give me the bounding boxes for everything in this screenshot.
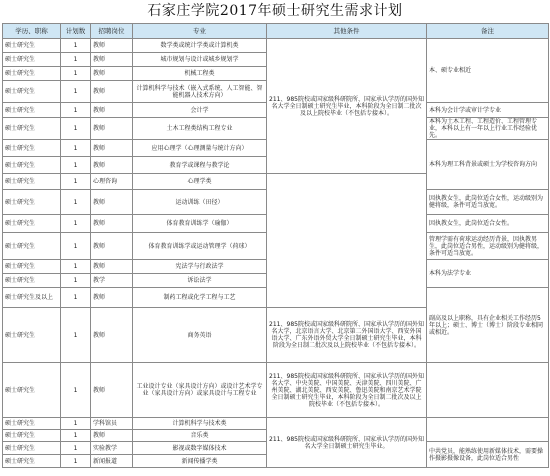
major-cell: 心理学类 <box>133 174 267 190</box>
edu-cell: 硕士研究生 <box>3 53 61 67</box>
job-cell: 教师 <box>91 39 133 53</box>
num-cell: 1 <box>61 140 91 157</box>
job-cell: 心理咨询 <box>91 174 133 190</box>
job-cell: 教师 <box>91 190 133 215</box>
num-cell: 1 <box>61 442 91 455</box>
edu-cell: 硕士研究生 <box>3 363 61 418</box>
remark-cell: 本、硕专业相近 <box>427 39 549 103</box>
remark-cell: 本科为会计学或审计学专业 <box>427 103 549 118</box>
major-cell: 机械工程类 <box>133 67 267 81</box>
major-cell: 体育教育训练学（瑜伽） <box>133 215 267 233</box>
recruitment-table <box>2 23 549 468</box>
remark-cell: 中共党员，能熟练使用新媒体技术，需要操作摄影摄像设备，此岗位适合男性 <box>427 442 549 468</box>
job-cell: 新闻报道 <box>91 455 133 468</box>
num-cell: 1 <box>61 455 91 468</box>
other-conditions-cell: 211、985院校或国家级科研院所、国家承认学历的国外知名大学全日制硕士研究生毕业，本科阶段为全日制二批次及以上院校毕业（不包括专接本）。 <box>267 39 427 174</box>
major-cell: 教育学或课程与教学论 <box>133 157 267 174</box>
header-edu: 学历、职称 <box>3 24 61 39</box>
remark-cell <box>427 418 549 442</box>
major-cell: 土木工程类结构工程专业 <box>133 118 267 140</box>
num-cell: 1 <box>61 418 91 430</box>
num-cell: 1 <box>61 53 91 67</box>
num-cell: 1 <box>61 39 91 53</box>
edu-cell: 硕士研究生 <box>3 81 61 103</box>
num-cell: 1 <box>61 274 91 288</box>
major-cell: 制药工程或化学工程与工艺 <box>133 288 267 308</box>
table-row <box>3 418 549 430</box>
edu-cell: 硕士研究生 <box>3 67 61 81</box>
job-cell: 教学 <box>91 274 133 288</box>
edu-cell: 硕士研究生 <box>3 215 61 233</box>
remark-cell: 副高及以上职称，具有企业相关工作经历5年以上；硕士、博士（博士）阶段专业相同或相近。 <box>427 288 549 363</box>
num-cell: 1 <box>61 363 91 418</box>
remark-cell: 因执教女生，此岗位适合女性。 <box>427 215 549 233</box>
job-cell: 教师 <box>91 53 133 67</box>
table-row <box>3 39 549 53</box>
other-conditions-cell: 211、985院校或国家级科研院所、国家承认学历的国外知名大学，北京语言大学、北京第二外国语大学、西安外国语大学、广东外语外贸大学全日制硕士研究生毕业，本科阶段为全日制二批次及以上院校毕业（不包括专接本）。 <box>267 308 427 363</box>
edu-cell: 硕士研究生 <box>3 430 61 442</box>
edu-cell: 硕士研究生 <box>3 455 61 468</box>
num-cell: 1 <box>61 215 91 233</box>
remark-cell: 本科为理工科背景或硕士为学校咨询方向 <box>427 140 549 190</box>
edu-cell: 硕士研究生 <box>3 157 61 174</box>
edu-cell: 硕士研究生 <box>3 174 61 190</box>
table-row <box>3 363 549 418</box>
num-cell: 1 <box>61 157 91 174</box>
edu-cell: 硕士研究生 <box>3 308 61 363</box>
job-cell: 教师 <box>91 157 133 174</box>
major-cell: 工业设计专业（家具设计方向）或设计艺术学专业（家具设计方向）或家具设计与工程专业 <box>133 363 267 418</box>
remark-cell: 因执教女生，此岗位适合女性，运动级别为健将级，条件可适当放宽。 <box>427 190 549 215</box>
other-conditions-cell: 211、985院校或国家级科研院所、国家承认学历的国外知名大学全日制硕士研究生毕业。 <box>267 418 427 468</box>
num-cell: 1 <box>61 288 91 308</box>
header-num: 计划数 <box>61 24 91 39</box>
job-cell: 教师 <box>91 118 133 140</box>
edu-cell: 硕士研究生 <box>3 274 61 288</box>
num-cell: 1 <box>61 174 91 190</box>
job-cell: 教师 <box>91 215 133 233</box>
major-cell: 运动训练（田径） <box>133 190 267 215</box>
major-cell: 数学类或统计学类或计算机类 <box>133 39 267 53</box>
header-job: 招聘岗位 <box>91 24 133 39</box>
num-cell: 1 <box>61 308 91 363</box>
job-cell: 教师 <box>91 260 133 274</box>
num-cell: 1 <box>61 190 91 215</box>
job-cell: 教师 <box>91 308 133 363</box>
job-cell: 教师 <box>91 363 133 418</box>
edu-cell: 硕士研究生 <box>3 140 61 157</box>
header-other: 其他条件 <box>267 24 427 39</box>
major-cell: 影视或数字媒体技术 <box>133 442 267 455</box>
num-cell: 1 <box>61 103 91 118</box>
num-cell: 1 <box>61 67 91 81</box>
edu-cell: 硕士研究生 <box>3 190 61 215</box>
major-cell: 计算机科学与技术（嵌入式系统、人工智能、智能机器人技术方向） <box>133 81 267 103</box>
edu-cell: 硕士研究生 <box>3 103 61 118</box>
major-cell: 音乐类 <box>133 430 267 442</box>
edu-cell: 硕士研究生及以上 <box>3 288 61 308</box>
major-cell: 宪法学与行政法学 <box>133 260 267 274</box>
remark-cell <box>427 363 549 418</box>
major-cell: 新闻传播学类 <box>133 455 267 468</box>
job-cell: 教师 <box>91 430 133 442</box>
major-cell: 会计学 <box>133 103 267 118</box>
job-cell: 实验教学 <box>91 442 133 455</box>
job-cell: 教师 <box>91 67 133 81</box>
num-cell: 1 <box>61 430 91 442</box>
major-cell: 应用心理学（心理测量与统计方向） <box>133 140 267 157</box>
num-cell: 1 <box>61 260 91 274</box>
job-cell: 教师 <box>91 140 133 157</box>
major-cell: 计算机科学与技术类 <box>133 418 267 430</box>
edu-cell: 硕士研究生 <box>3 260 61 274</box>
header-row <box>3 24 549 39</box>
document-title: 石家庄学院2017年硕士研究生需求计划 <box>147 3 403 19</box>
num-cell: 1 <box>61 81 91 103</box>
job-cell: 教师 <box>91 81 133 103</box>
other-conditions-cell: 211、985院校或国家级科研院所、国家承认学历的国外知名大学、中央美院、中国美院、天津美院、四川美院、广州美院、湖北美院、西安美院、鲁迅美院和南京艺术学院全日制硕士研究生毕业，本科阶段为全日制二批次及以上院校毕业（不包括专接本）。 <box>267 363 427 418</box>
header-major: 专业 <box>133 24 267 39</box>
num-cell: 1 <box>61 118 91 140</box>
major-cell: 体育教育训练学或运动管理学（荷球） <box>133 233 267 260</box>
edu-cell: 硕士研究生 <box>3 442 61 455</box>
remark-cell: 本科为法学专业 <box>427 260 549 288</box>
job-cell: 教师 <box>91 288 133 308</box>
remark-cell: 管理学需有荷球运动经历背景，因执教男生，此岗位适合男性，运动级别为健将级，条件可适当放宽。 <box>427 233 549 260</box>
job-cell: 教师 <box>91 103 133 118</box>
major-cell: 商务英语 <box>133 308 267 363</box>
major-cell: 城市规划与设计或城乡规划学 <box>133 53 267 67</box>
remark-cell: 本科为土木工程、工程造价、工程管理专业，本科以上有一年以上行业工作经验优先。 <box>427 118 549 140</box>
header-remark: 备注 <box>427 24 549 39</box>
edu-cell: 硕士研究生 <box>3 39 61 53</box>
edu-cell: 硕士研究生 <box>3 418 61 430</box>
job-cell: 教师 <box>91 233 133 260</box>
edu-cell: 硕士研究生 <box>3 118 61 140</box>
job-cell: 学科馆员 <box>91 418 133 430</box>
num-cell: 1 <box>61 233 91 260</box>
major-cell: 诉讼法学 <box>133 274 267 288</box>
other-conditions-cell <box>267 174 427 308</box>
edu-cell: 硕士研究生 <box>3 233 61 260</box>
